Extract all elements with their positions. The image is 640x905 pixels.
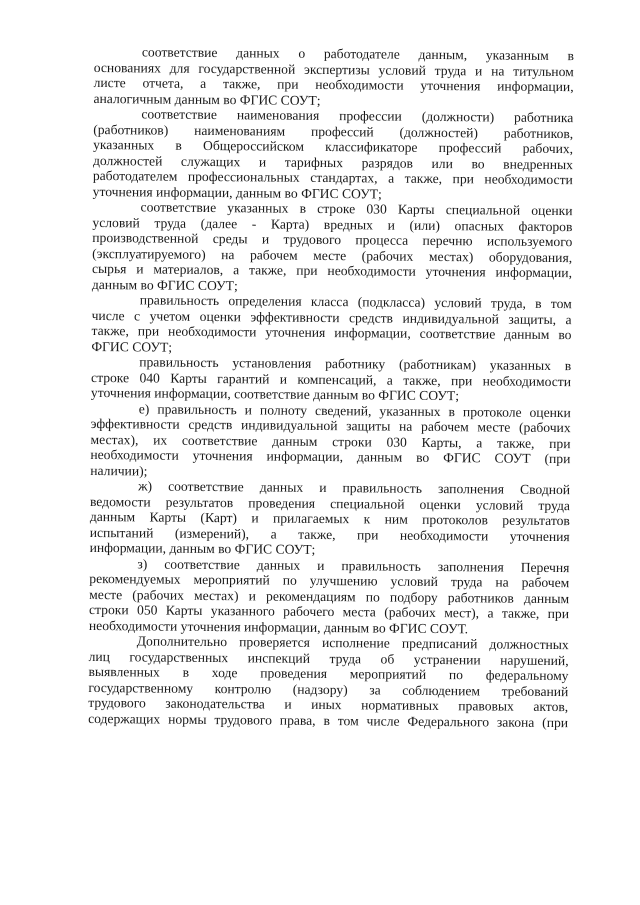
text-line: з) соответствие данных и правильность заполнения Перечня: [137, 555, 570, 575]
text-line: указанных в Общероссийском классификаторе профессий рабочих,: [93, 136, 574, 157]
text-line: данным Карты (Карт) и прилагаемых к ним протоколов результатов: [89, 508, 570, 529]
text-line: числе с учетом оценки эффективности средств индивидуальной защиты, а: [91, 307, 572, 327]
text-line: соответствие данных о работодателе данным, указанным в: [141, 44, 574, 64]
text-line: производственной среды и трудового процесса перечню используемого: [92, 229, 573, 250]
text-line: местах), их соответствие данным строки 030 Карты, а также, при: [90, 431, 571, 451]
text-line: содержащих нормы трудового права, в том числе Федерального закона (при: [88, 710, 569, 730]
text-line: условий труда (далее - Карта) вредных и (или) опасных факторов: [92, 214, 573, 234]
text-line: правильность определения класса (подкласса) условий труда, в том: [139, 292, 572, 312]
text-line: ФГИС СОУТ;: [91, 338, 173, 355]
text-line: месте (рабочих местах) и рекомендациям по подбору работников данным: [89, 586, 570, 606]
text-line: должностей служащих и тарифных разрядов или во внедренных: [92, 152, 574, 172]
text-line: правильность установления работнику (работникам) указанных в: [139, 354, 572, 374]
text-line: данным во ФГИС СОУТ;: [91, 276, 238, 293]
text-line: рекомендуемых мероприятий по улучшению условий труда на рабочем: [89, 570, 570, 591]
text-line: государственному контролю (надзору) за соблюдением требований: [88, 679, 569, 699]
text-line: также, при необходимости уточнения информации, соответствие данным во: [91, 322, 572, 343]
text-line: аналогичным данным во ФГИС СОУТ;: [93, 90, 321, 108]
text-line: ж) соответствие данных и правильность заполнения Сводной: [138, 478, 571, 498]
text-line: наличии);: [90, 462, 148, 478]
document-body: [88, 44, 574, 730]
text-line: информации, данным во ФГИС СОУТ;: [89, 539, 316, 557]
text-line: эффективности средств индивидуальной защиты на рабочем месте (рабочих: [90, 415, 571, 436]
text-line: соответствие указанных в строке 030 Карты специальной оценки: [140, 199, 573, 219]
text-line: выявленных в ходе проведения мероприятий по федеральному: [88, 663, 569, 684]
text-line: необходимости уточнения информации, данным во ФГИС СОУТ (при: [90, 446, 571, 467]
text-line: строке 040 Карты гарантий и компенсаций, а также, при необходимости: [91, 369, 572, 389]
text-line: (эксплуатируемого) на рабочем месте (рабочих местах) оборудования,: [92, 245, 573, 265]
text-line: трудового законодательства и иных нормативных правовых актов,: [88, 694, 569, 715]
text-line: е) правильность и полноту сведений, указанных в протоколе оценки: [138, 400, 571, 420]
text-line: (работников) наименованиям профессий (должностей) работников,: [93, 121, 574, 141]
text-line: основаниях для государственной экспертизы условий труда и на титульном: [93, 59, 574, 79]
text-line: ведомости результатов проведения специальной оценки условий труда: [89, 493, 571, 513]
text-line: необходимости уточнения информации, данным во ФГИС СОУТ.: [88, 617, 469, 636]
text-line: соответствие наименования профессии (должности) работника: [141, 106, 574, 126]
text-line: строки 050 Карты указанного рабочего места (рабочих мест), а также, при: [88, 601, 570, 622]
text-line: уточнения информации, данным во ФГИС СОУТ;: [92, 183, 382, 202]
text-line: листе отчета, а также, при необходимости уточнения информации,: [93, 74, 574, 95]
text-line: работодателем профессиональных стандартах, а также, при необходимости: [92, 167, 573, 188]
text-line: сырья и материалов, а также, при необходимости уточнения информации,: [91, 260, 573, 281]
text-line: испытаний (измерений), а также, при необходимости уточнения: [89, 524, 570, 544]
text-line: Дополнительно проверяется исполнение предписаний должностных: [136, 633, 569, 653]
text-line: лиц государственных инспекций труда об устранении нарушений,: [88, 648, 569, 668]
text-line: уточнения информации, соответствие данным во ФГИС СОУТ;: [90, 384, 460, 404]
